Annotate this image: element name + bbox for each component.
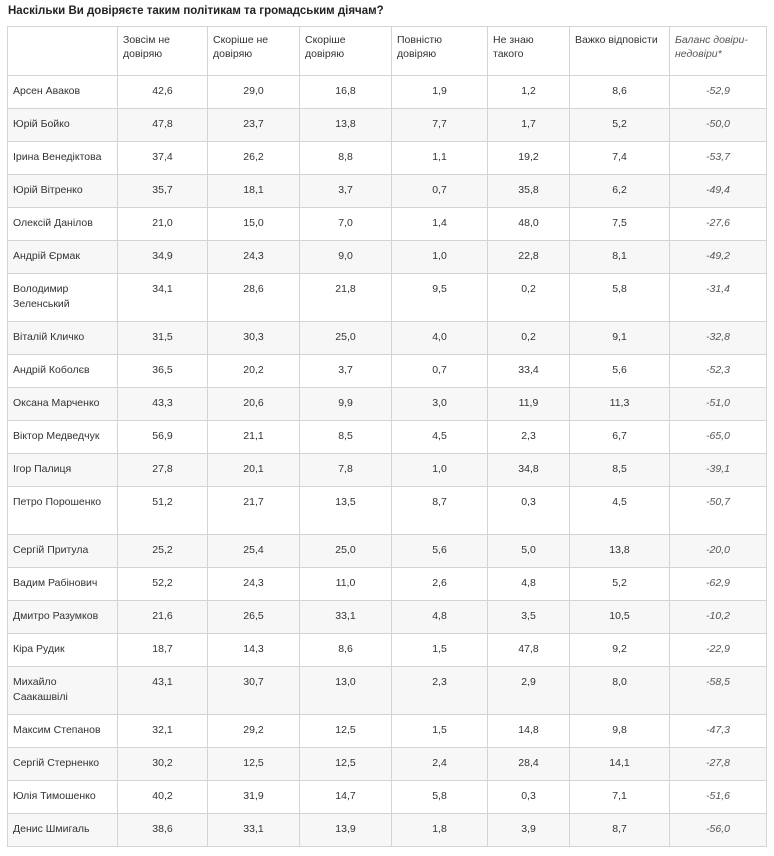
value-cell: 9,9 — [300, 388, 392, 421]
balance-cell: -27,8 — [670, 748, 767, 781]
politician-name-cell: Ірина Венедіктова — [8, 142, 118, 175]
value-cell: 13,8 — [570, 535, 670, 568]
value-cell: 0,3 — [488, 781, 570, 814]
value-cell: 5,6 — [392, 535, 488, 568]
value-cell: 13,8 — [300, 109, 392, 142]
politician-name-cell: Сергій Притула — [8, 535, 118, 568]
value-cell: 8,6 — [300, 634, 392, 667]
table-row — [8, 748, 767, 781]
politician-name-cell: Юрій Вітренко — [8, 175, 118, 208]
table-row — [8, 241, 767, 274]
value-cell: 20,1 — [208, 454, 300, 487]
value-cell: 8,8 — [300, 142, 392, 175]
value-cell: 4,8 — [392, 601, 488, 634]
value-cell: 36,5 — [118, 355, 208, 388]
value-cell: 21,1 — [208, 421, 300, 454]
balance-cell: -47,3 — [670, 715, 767, 748]
value-cell: 8,5 — [300, 421, 392, 454]
politician-name-cell: Олексій Данілов — [8, 208, 118, 241]
table-row — [8, 568, 767, 601]
balance-cell: -56,0 — [670, 814, 767, 847]
value-cell: 9,5 — [392, 274, 488, 322]
value-cell: 4,0 — [392, 322, 488, 355]
balance-cell: -22,9 — [670, 634, 767, 667]
value-cell: 1,0 — [392, 241, 488, 274]
balance-cell: -50,0 — [670, 109, 767, 142]
value-cell: 19,2 — [488, 142, 570, 175]
table-row — [8, 208, 767, 241]
header-cell-not-trust-at-all: Зовсім не довіряю — [118, 27, 208, 76]
value-cell: 30,3 — [208, 322, 300, 355]
value-cell: 2,3 — [392, 667, 488, 715]
value-cell: 5,2 — [570, 109, 670, 142]
table-row — [8, 142, 767, 175]
value-cell: 15,0 — [208, 208, 300, 241]
balance-cell: -49,4 — [670, 175, 767, 208]
value-cell: 7,8 — [300, 454, 392, 487]
value-cell: 1,5 — [392, 634, 488, 667]
value-cell: 8,1 — [570, 241, 670, 274]
value-cell: 0,3 — [488, 487, 570, 535]
value-cell: 3,7 — [300, 355, 392, 388]
value-cell: 5,2 — [570, 568, 670, 601]
politician-name-cell: Арсен Аваков — [8, 76, 118, 109]
value-cell: 30,2 — [118, 748, 208, 781]
value-cell: 31,9 — [208, 781, 300, 814]
value-cell: 7,4 — [570, 142, 670, 175]
value-cell: 3,9 — [488, 814, 570, 847]
value-cell: 25,0 — [300, 322, 392, 355]
politician-name-cell: Віталій Кличко — [8, 322, 118, 355]
balance-cell: -52,9 — [670, 76, 767, 109]
table-row — [8, 814, 767, 847]
politician-name-cell: Юрій Бойко — [8, 109, 118, 142]
value-cell: 29,2 — [208, 715, 300, 748]
balance-cell: -62,9 — [670, 568, 767, 601]
value-cell: 25,2 — [118, 535, 208, 568]
value-cell: 51,2 — [118, 487, 208, 535]
table-row — [8, 109, 767, 142]
value-cell: 38,6 — [118, 814, 208, 847]
politician-name-cell: Максим Степанов — [8, 715, 118, 748]
balance-cell: -51,0 — [670, 388, 767, 421]
value-cell: 24,3 — [208, 241, 300, 274]
politician-name-cell: Вадим Рабінович — [8, 568, 118, 601]
value-cell: 30,7 — [208, 667, 300, 715]
value-cell: 4,5 — [392, 421, 488, 454]
value-cell: 13,5 — [300, 487, 392, 535]
value-cell: 21,8 — [300, 274, 392, 322]
value-cell: 1,1 — [392, 142, 488, 175]
table-row — [8, 76, 767, 109]
value-cell: 12,5 — [300, 748, 392, 781]
value-cell: 8,0 — [570, 667, 670, 715]
value-cell: 2,9 — [488, 667, 570, 715]
table-row — [8, 388, 767, 421]
balance-cell: -65,0 — [670, 421, 767, 454]
value-cell: 0,7 — [392, 175, 488, 208]
value-cell: 6,2 — [570, 175, 670, 208]
value-cell: 0,7 — [392, 355, 488, 388]
value-cell: 47,8 — [488, 634, 570, 667]
value-cell: 13,0 — [300, 667, 392, 715]
table-row — [8, 454, 767, 487]
value-cell: 4,8 — [488, 568, 570, 601]
value-cell: 5,8 — [392, 781, 488, 814]
value-cell: 10,5 — [570, 601, 670, 634]
politician-name-cell: Андрій Єрмак — [8, 241, 118, 274]
politician-name-cell: Оксана Марченко — [8, 388, 118, 421]
value-cell: 1,7 — [488, 109, 570, 142]
value-cell: 1,9 — [392, 76, 488, 109]
header-cell-dont-know: Не знаю такого — [488, 27, 570, 76]
value-cell: 26,2 — [208, 142, 300, 175]
value-cell: 7,5 — [570, 208, 670, 241]
value-cell: 24,3 — [208, 568, 300, 601]
value-cell: 33,1 — [300, 601, 392, 634]
header-cell-hard-to-say: Важко відповісти — [570, 27, 670, 76]
balance-cell: -52,3 — [670, 355, 767, 388]
value-cell: 21,0 — [118, 208, 208, 241]
table-row — [8, 487, 767, 535]
table-row — [8, 601, 767, 634]
balance-cell: -53,7 — [670, 142, 767, 175]
value-cell: 56,9 — [118, 421, 208, 454]
value-cell: 16,8 — [300, 76, 392, 109]
value-cell: 12,5 — [208, 748, 300, 781]
value-cell: 13,9 — [300, 814, 392, 847]
value-cell: 7,7 — [392, 109, 488, 142]
balance-cell: -32,8 — [670, 322, 767, 355]
value-cell: 34,1 — [118, 274, 208, 322]
value-cell: 28,6 — [208, 274, 300, 322]
balance-cell: -39,1 — [670, 454, 767, 487]
balance-cell: -27,6 — [670, 208, 767, 241]
value-cell: 1,5 — [392, 715, 488, 748]
value-cell: 5,0 — [488, 535, 570, 568]
value-cell: 8,7 — [570, 814, 670, 847]
value-cell: 14,3 — [208, 634, 300, 667]
value-cell: 43,3 — [118, 388, 208, 421]
value-cell: 31,5 — [118, 322, 208, 355]
value-cell: 33,4 — [488, 355, 570, 388]
table-row — [8, 715, 767, 748]
value-cell: 2,6 — [392, 568, 488, 601]
value-cell: 8,5 — [570, 454, 670, 487]
table-row — [8, 667, 767, 715]
value-cell: 40,2 — [118, 781, 208, 814]
value-cell: 48,0 — [488, 208, 570, 241]
table-row — [8, 535, 767, 568]
value-cell: 20,6 — [208, 388, 300, 421]
header-cell-fully-trust: Повністю довіряю — [392, 27, 488, 76]
value-cell: 52,2 — [118, 568, 208, 601]
value-cell: 26,5 — [208, 601, 300, 634]
header-cell-balance: Баланс довіри-недовіри* — [670, 27, 767, 76]
value-cell: 7,1 — [570, 781, 670, 814]
value-cell: 14,7 — [300, 781, 392, 814]
table-row — [8, 175, 767, 208]
value-cell: 37,4 — [118, 142, 208, 175]
balance-cell: -51,6 — [670, 781, 767, 814]
balance-cell: -58,5 — [670, 667, 767, 715]
value-cell: 6,7 — [570, 421, 670, 454]
value-cell: 3,7 — [300, 175, 392, 208]
value-cell: 1,4 — [392, 208, 488, 241]
value-cell: 5,8 — [570, 274, 670, 322]
value-cell: 42,6 — [118, 76, 208, 109]
value-cell: 9,2 — [570, 634, 670, 667]
value-cell: 27,8 — [118, 454, 208, 487]
value-cell: 32,1 — [118, 715, 208, 748]
header-cell-rather-not-trust: Скоріше не довіряю — [208, 27, 300, 76]
value-cell: 20,2 — [208, 355, 300, 388]
value-cell: 8,7 — [392, 487, 488, 535]
trust-table — [7, 26, 767, 847]
value-cell: 18,1 — [208, 175, 300, 208]
value-cell: 43,1 — [118, 667, 208, 715]
table-header-row — [8, 27, 767, 76]
value-cell: 25,4 — [208, 535, 300, 568]
politician-name-cell: Ігор Палиця — [8, 454, 118, 487]
value-cell: 12,5 — [300, 715, 392, 748]
table-row — [8, 322, 767, 355]
politician-name-cell: Юлія Тимошенко — [8, 781, 118, 814]
value-cell: 3,0 — [392, 388, 488, 421]
table-row — [8, 781, 767, 814]
balance-cell: -10,2 — [670, 601, 767, 634]
value-cell: 11,0 — [300, 568, 392, 601]
balance-cell: -31,4 — [670, 274, 767, 322]
value-cell: 33,1 — [208, 814, 300, 847]
value-cell: 9,8 — [570, 715, 670, 748]
politician-name-cell: Віктор Медведчук — [8, 421, 118, 454]
value-cell: 23,7 — [208, 109, 300, 142]
value-cell: 47,8 — [118, 109, 208, 142]
value-cell: 21,6 — [118, 601, 208, 634]
value-cell: 4,5 — [570, 487, 670, 535]
table-row — [8, 421, 767, 454]
value-cell: 7,0 — [300, 208, 392, 241]
page-title: Наскільки Ви довіряєте таким політикам та громадським діячам? — [8, 5, 384, 17]
value-cell: 11,3 — [570, 388, 670, 421]
value-cell: 29,0 — [208, 76, 300, 109]
value-cell: 22,8 — [488, 241, 570, 274]
value-cell: 1,8 — [392, 814, 488, 847]
value-cell: 34,9 — [118, 241, 208, 274]
value-cell: 34,8 — [488, 454, 570, 487]
value-cell: 2,4 — [392, 748, 488, 781]
politician-name-cell: Дмитро Разумков — [8, 601, 118, 634]
value-cell: 35,7 — [118, 175, 208, 208]
value-cell: 11,9 — [488, 388, 570, 421]
politician-name-cell: Сергій Стерненко — [8, 748, 118, 781]
value-cell: 5,6 — [570, 355, 670, 388]
value-cell: 9,1 — [570, 322, 670, 355]
value-cell: 35,8 — [488, 175, 570, 208]
header-cell-rather-trust: Скоріше довіряю — [300, 27, 392, 76]
value-cell: 14,1 — [570, 748, 670, 781]
value-cell: 1,2 — [488, 76, 570, 109]
table-row — [8, 355, 767, 388]
table-row — [8, 634, 767, 667]
value-cell: 1,0 — [392, 454, 488, 487]
value-cell: 2,3 — [488, 421, 570, 454]
value-cell: 0,2 — [488, 274, 570, 322]
politician-name-cell: Денис Шмигаль — [8, 814, 118, 847]
value-cell: 8,6 — [570, 76, 670, 109]
value-cell: 18,7 — [118, 634, 208, 667]
balance-cell: -20,0 — [670, 535, 767, 568]
balance-cell: -50,7 — [670, 487, 767, 535]
politician-name-cell: Михайло Саакашвілі — [8, 667, 118, 715]
table-row — [8, 274, 767, 322]
politician-name-cell: Володимир Зеленський — [8, 274, 118, 322]
value-cell: 3,5 — [488, 601, 570, 634]
value-cell: 25,0 — [300, 535, 392, 568]
balance-cell: -49,2 — [670, 241, 767, 274]
politician-name-cell: Кіра Рудик — [8, 634, 118, 667]
politician-name-cell: Петро Порошенко — [8, 487, 118, 535]
header-cell-name — [8, 27, 118, 76]
value-cell: 14,8 — [488, 715, 570, 748]
politician-name-cell: Андрій Коболєв — [8, 355, 118, 388]
value-cell: 0,2 — [488, 322, 570, 355]
value-cell: 21,7 — [208, 487, 300, 535]
value-cell: 28,4 — [488, 748, 570, 781]
value-cell: 9,0 — [300, 241, 392, 274]
